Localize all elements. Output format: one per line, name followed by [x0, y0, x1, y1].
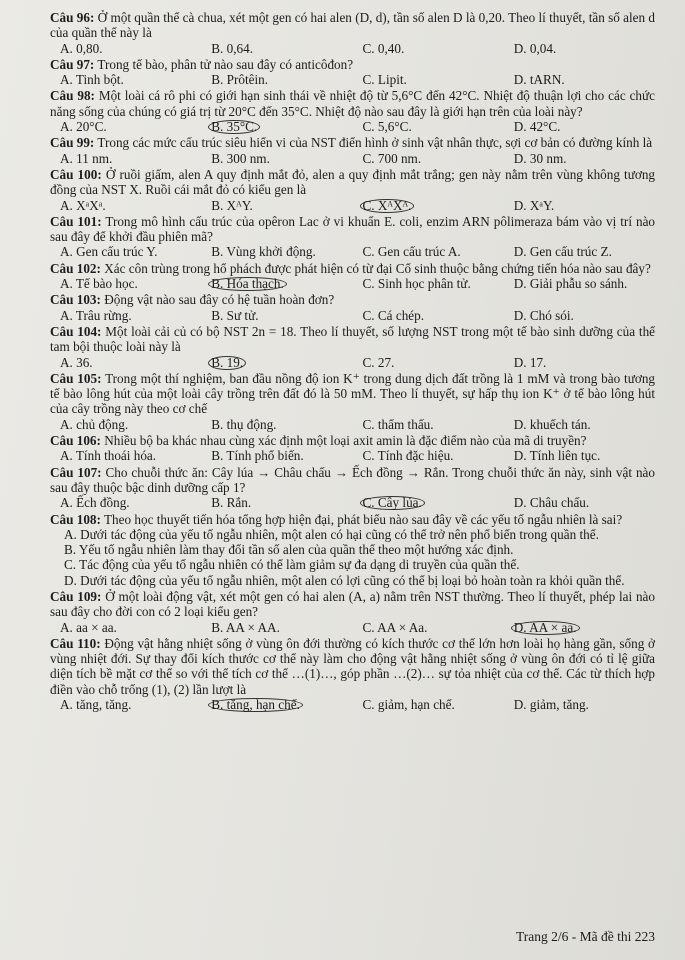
answer-option-text: D. tARN.: [513, 72, 565, 88]
answer-option-text: C. AA × Aa.: [362, 619, 428, 635]
answer-option: [64, 527, 655, 542]
answer-option-text: B. 0,64.: [211, 40, 254, 56]
answer-option-text: A. XᵃXᵃ.: [60, 197, 106, 213]
answer-options: [50, 620, 655, 635]
answer-option: [353, 620, 504, 635]
answer-option-text: A. Dưới tác động của yếu tố ngẫu nhiên, một alen có hại cũng có thể trở nên phổ biến trong quần thể.: [64, 526, 599, 542]
answer-option-text: B. XᴬY.: [211, 197, 253, 213]
answer-option-text: D. 42°C.: [513, 119, 561, 135]
answer-option: [504, 495, 655, 510]
answer-option: [50, 119, 201, 134]
answer-option: [201, 448, 352, 463]
question-block: [50, 433, 655, 464]
answer-option: [353, 72, 504, 87]
answer-option: [201, 72, 352, 87]
answer-option: [50, 244, 201, 259]
answer-option: [353, 244, 504, 259]
answer-option-text: D. Chó sói.: [513, 307, 574, 323]
answer-option-text: C. giảm, hạn chế.: [362, 697, 455, 713]
answer-option-text: D. AA × aa.: [511, 621, 580, 635]
question-number: Câu 104:: [50, 323, 102, 339]
question-text: Trong mô hình cấu trúc của opêron Lac ở vi khuẩn E. coli, enzim ARN pôlimeraza bám vào vị trí nào sau đây để khởi đầu phiên mã?: [50, 213, 656, 245]
answer-option-text: B. Vùng khởi động.: [211, 244, 316, 260]
question-text: Một loài cá rô phi có giới hạn sinh thái về nhiệt độ từ 5,6°C đến 42°C. Nhiệt độ thuận lợi cho các chức năng sống của chúng có giá trị từ 20°C đến 35°C. Nhiệt độ nào sau đây là giới hạn trên của loài này?: [50, 88, 656, 119]
question-block: [50, 589, 655, 635]
question-stem: [50, 292, 655, 307]
answer-option-text: B. AA × AA.: [211, 619, 280, 635]
answer-option: [504, 119, 655, 134]
question-stem: [50, 214, 655, 245]
answer-option: [201, 198, 352, 213]
answer-option-text: B. thụ động.: [211, 416, 277, 432]
question-number: Câu 110:: [50, 635, 101, 651]
answer-option-text: A. 11 nm.: [60, 150, 113, 166]
answer-option: [353, 448, 504, 463]
answer-option-text: A. Tinh bột.: [60, 72, 124, 88]
answer-option: [201, 151, 352, 166]
answer-option-text: B. Yếu tố ngẫu nhiên làm thay đổi tần số alen của quần thể theo một hướng xác định.: [64, 542, 514, 558]
answer-options: [50, 308, 655, 323]
answer-option: [64, 557, 655, 572]
answer-options: [50, 355, 655, 370]
answer-option: [504, 198, 655, 213]
answer-option-text: C. 700 nm.: [362, 150, 422, 166]
question-block: [50, 371, 655, 432]
answer-option: [504, 308, 655, 323]
answer-option: [201, 620, 352, 635]
question-text: Động vật hằng nhiệt sống ở vùng ôn đới thường có kích thước cơ thể lớn hơn loài họ hàng gần, sống ở vùng nhiệt đới. Sự thay đổi kích thước cơ thể này làm cho động vật hằng nhiệt sống ở vùng ôn đới có tỉ lệ giữa diện tích bề mặt cơ thể so với thể tích cơ thể …(1)…, góp phần …(2)… sự tỏa nhiệt của cơ thể. Các từ thích hợp điền vào chỗ trống (1), (2) lần lượt là: [50, 635, 656, 697]
question-number: Câu 105:: [50, 370, 102, 386]
question-text: Ở ruồi giấm, alen A quy định mắt đỏ, alen a quy định mắt trắng; gen này nằm trên vùng không tương đồng của NST X. Ruồi cái mắt đỏ có kiểu gen là: [50, 166, 656, 198]
answer-option-text: B. Tính phổ biến.: [211, 448, 304, 464]
answer-options: [50, 119, 655, 134]
question-block: [50, 214, 655, 260]
question-number: Câu 101:: [50, 213, 102, 229]
question-number: Câu 108:: [50, 511, 101, 527]
answer-option: [504, 417, 655, 432]
answer-option: [353, 697, 504, 712]
answer-option-text: C. 27.: [362, 354, 395, 370]
answer-options: [50, 417, 655, 432]
answer-option-text: D. Gen cấu trúc Z.: [513, 244, 612, 260]
answer-options: [50, 72, 655, 87]
answer-option: [353, 495, 504, 510]
answer-option-text: C. Gen cấu trúc A.: [362, 244, 461, 260]
question-text: Nhiều bộ ba khác nhau cùng xác định một loại axit amin là đặc điểm nào của mã di truyền?: [104, 433, 587, 449]
question-list: [50, 10, 655, 712]
answer-option-text: C. Lipit.: [362, 72, 407, 88]
answer-option: [353, 308, 504, 323]
answer-options: [50, 41, 655, 56]
answer-option: [504, 276, 655, 291]
answer-option: [50, 448, 201, 463]
answer-option-text: C. Sinh học phân tử.: [362, 276, 471, 292]
question-number: Câu 109:: [50, 588, 102, 604]
question-block: [50, 261, 655, 292]
answer-option: [50, 198, 201, 213]
answer-option: [50, 495, 201, 510]
answer-option-text: D. giảm, tăng.: [513, 697, 589, 713]
question-block: [50, 324, 655, 370]
answer-option: [201, 417, 352, 432]
answer-option: [50, 41, 201, 56]
answer-option-text: C. Cây lúa.: [360, 496, 425, 510]
question-number: Câu 107:: [50, 464, 102, 480]
answer-option: [50, 151, 201, 166]
answer-option-text: C. thẩm thấu.: [362, 416, 434, 432]
answer-option-text: B. Sư tử.: [211, 307, 259, 323]
answer-options: [50, 198, 655, 213]
question-text: Trong các mức cấu trúc siêu hiển vi của NST điển hình ở sinh vật nhân thực, sợi cơ bản có đường kính là: [97, 135, 653, 151]
question-stem: [50, 589, 655, 620]
answer-option: [201, 495, 352, 510]
answer-option: [64, 573, 655, 588]
answer-option: [201, 355, 352, 370]
question-number: Câu 97:: [50, 56, 95, 72]
question-text: Ở một loài động vật, xét một gen có hai alen (A, a) nằm trên NST thường. Theo lí thuyết, phép lai nào sau đây cho đời con có 2 loại kiểu gen?: [50, 588, 655, 620]
answer-option-text: D. 30 nm.: [513, 150, 567, 166]
question-stem: [50, 371, 655, 417]
question-number: Câu 103:: [50, 292, 101, 308]
question-block: [50, 512, 655, 588]
question-number: Câu 99:: [50, 135, 95, 151]
answer-option-text: C. Tính đặc hiệu.: [362, 448, 454, 464]
question-stem: [50, 465, 655, 496]
answer-option-text: A. aa × aa.: [60, 619, 117, 635]
answer-option-text: D. Dưới tác động của yếu tố ngẫu nhiên, một alen có lợi cũng có thể bị loại bỏ hoàn toàn ra khỏi quần thể.: [64, 572, 625, 588]
question-number: Câu 102:: [50, 260, 101, 276]
answer-option-text: B. tăng, hạn chế.: [208, 698, 303, 712]
answer-option: [353, 276, 504, 291]
question-number: Câu 96:: [50, 10, 95, 25]
answer-option: [353, 41, 504, 56]
question-stem: [50, 512, 655, 527]
answer-option-text: A. tăng, tăng.: [60, 697, 132, 713]
question-stem: [50, 433, 655, 448]
answer-option: [201, 308, 352, 323]
answer-option: [50, 620, 201, 635]
question-block: [50, 636, 655, 712]
answer-option: [50, 72, 201, 87]
answer-option-text: D. Châu chấu.: [513, 495, 590, 511]
answer-option-text: C. 0,40.: [362, 40, 405, 56]
question-block: [50, 465, 655, 511]
answer-option-text: B. Hóa thạch.: [208, 277, 287, 291]
answer-options: [50, 244, 655, 259]
answer-option-text: A. Tính thoái hóa.: [60, 448, 157, 464]
answer-option: [353, 119, 504, 134]
answer-options: [50, 527, 655, 588]
question-text: Một loài cải củ có bộ NST 2n = 18. Theo lí thuyết, số lượng NST trong một tế bào sinh dưỡng của thể tam bội thuộc loài này là: [50, 323, 656, 355]
answer-option-text: B. Prôtêin.: [211, 72, 269, 88]
question-block: [50, 88, 655, 134]
answer-option-text: B. Rắn.: [211, 495, 252, 511]
question-text: Ở một quần thể cà chua, xét một gen có hai alen (D, d), tần số alen D là 0,20. Theo lí thuyết, tần số alen d của quần thể này là: [50, 10, 656, 41]
question-text: Trong một thí nghiệm, ban đầu nồng độ ion K⁺ trong dung dịch đất trồng là 1 mM và trong bào tương tế bào lông hút của một loài cây trồng trên đất đó là 50 mM. Theo lí thuyết, sự hấp thụ ion K⁺ ở tế bào lông hút của cây trồng này theo cơ chế: [50, 370, 656, 417]
question-stem: [50, 88, 655, 119]
answer-option-text: A. 0,80.: [60, 40, 103, 56]
answer-option: [504, 448, 655, 463]
question-stem: [50, 167, 655, 198]
answer-option: [64, 542, 655, 557]
answer-option: [504, 697, 655, 712]
answer-option-text: B. 35°C.: [208, 120, 260, 134]
answer-option-text: D. XᵃY.: [513, 197, 555, 213]
question-number: Câu 98:: [50, 88, 95, 104]
question-block: [50, 167, 655, 213]
answer-option: [504, 244, 655, 259]
answer-option: [201, 119, 352, 134]
answer-option: [504, 41, 655, 56]
question-stem: [50, 10, 655, 41]
question-block: [50, 57, 655, 88]
answer-option: [353, 355, 504, 370]
answer-option-text: C. XᴬXᴬ.: [360, 199, 415, 213]
answer-options: [50, 448, 655, 463]
answer-option: [50, 417, 201, 432]
answer-option: [201, 276, 352, 291]
question-stem: [50, 261, 655, 276]
answer-option-text: A. chủ động.: [60, 416, 129, 432]
answer-option-text: A. Tế bào học.: [60, 276, 138, 292]
answer-option-text: D. 0,04.: [513, 40, 557, 56]
answer-option-text: B. 300 nm.: [211, 150, 270, 166]
answer-option: [353, 417, 504, 432]
answer-options: [50, 276, 655, 291]
answer-option-text: D. Giải phẫu so sánh.: [513, 276, 628, 292]
answer-option-text: C. 5,6°C.: [362, 119, 412, 135]
question-stem: [50, 57, 655, 72]
answer-option-text: A. Ếch đồng.: [60, 495, 130, 511]
question-stem: [50, 324, 655, 355]
question-block: [50, 135, 655, 166]
answer-option: [50, 355, 201, 370]
question-text: Theo học thuyết tiến hóa tổng hợp hiện đại, phát biểu nào sau đây về các yếu tố ngẫu nhiên là sai?: [103, 511, 623, 527]
answer-option: [353, 151, 504, 166]
question-text: Cho chuỗi thức ăn: Cây lúa → Châu chấu → Ếch đồng → Rắn. Trong chuỗi thức ăn này, sinh vật nào sau đây thuộc bậc dinh dưỡng cấp 1?: [50, 464, 655, 495]
answer-option: [201, 41, 352, 56]
answer-option-text: B. 19.: [208, 356, 246, 370]
question-stem: [50, 636, 655, 697]
answer-option: [201, 244, 352, 259]
answer-option: [504, 151, 655, 166]
question-text: Trong tế bào, phân tử nào sau đây có anticôđon?: [97, 56, 354, 72]
question-text: Động vật nào sau đây có hệ tuần hoàn đơn?: [104, 292, 335, 308]
answer-option-text: D. 17.: [513, 354, 547, 370]
answer-option: [50, 276, 201, 291]
answer-option: [201, 697, 352, 712]
answer-option: [353, 198, 504, 213]
question-text: Xác côn trùng trong hổ phách được phát hiện có từ đại Cổ sinh thuộc bằng chứng tiến hóa nào sau đây?: [104, 260, 651, 276]
answer-option: [504, 355, 655, 370]
answer-options: [50, 151, 655, 166]
answer-option-text: A. 20°C.: [60, 119, 107, 135]
question-block: [50, 292, 655, 323]
answer-option: [504, 72, 655, 87]
question-number: Câu 100:: [50, 166, 102, 182]
question-block: [50, 10, 655, 56]
answer-option-text: D. Tính liên tục.: [513, 448, 601, 464]
question-stem: [50, 135, 655, 150]
answer-option-text: C. Cá chép.: [362, 307, 425, 323]
answer-option-text: A. Gen cấu trúc Y.: [60, 244, 158, 260]
question-number: Câu 106:: [50, 433, 101, 449]
answer-options: [50, 697, 655, 712]
answer-option-text: A. 36.: [60, 354, 93, 370]
answer-option: [50, 308, 201, 323]
answer-option: [504, 620, 655, 635]
answer-option-text: D. khuếch tán.: [513, 416, 591, 432]
answer-options: [50, 495, 655, 510]
answer-option-text: A. Trâu rừng.: [60, 307, 132, 323]
answer-option: [50, 697, 201, 712]
page-footer: Trang 2/6 - Mã đề thi 223: [516, 928, 655, 944]
answer-option-text: C. Tác động của yếu tố ngẫu nhiên có thể làm giảm sự đa dạng di truyền của quần thể.: [64, 557, 520, 573]
